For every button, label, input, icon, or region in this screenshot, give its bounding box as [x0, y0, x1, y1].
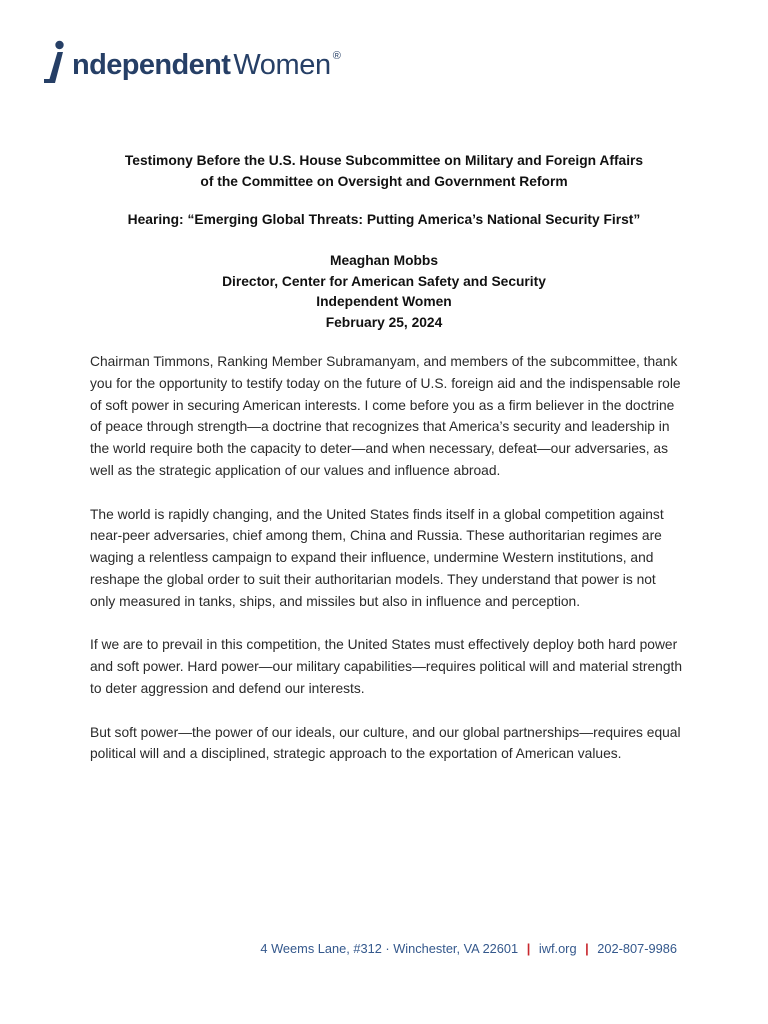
body-paragraph-1: Chairman Timmons, Ranking Member Subramanyam, and members of the subcommittee, thank you for the opportunity to testify today on the future of U.S. foreign aid and the indispensable role of soft power in securing American interests. I come before you as a firm believer in the doctrine of peace through strength—a doctrine that recognizes that America’s security and leadership in the world require both the capacity to deter—and when necessary, defeat—our adversaries, as well as the strategic application of our values and influence abroad.	[90, 354, 681, 478]
page-footer	[0, 941, 677, 956]
witness-organization: Independent Women	[316, 294, 452, 309]
body-paragraph-4: But soft power—the power of our ideals, our culture, and our global partnerships—requires equal political will and a disciplined, strategic approach to the exportation of American values.	[90, 724, 681, 762]
logo-wordmark-light: Women	[233, 49, 331, 81]
body-paragraph-2: The world is rapidly changing, and the United States finds itself in a global competition against near-peer adversaries, chief among them, China and Russia. These authoritarian regimes are waging a relentless campaign to expand their influence, undermine Western institutions, and reshape the global order to suit their authoritarian models. They understand that power is not only measured in tanks, ships, and missiles but also in influence and perception.	[90, 506, 664, 609]
testimony-body	[90, 351, 682, 787]
testimony-line-2: of the Committee on Oversight and Government Reform	[200, 173, 568, 189]
footer-website-link[interactable]: iwf.org	[538, 941, 577, 956]
body-paragraph-3: If we are to prevail in this competition, the United States must effectively deploy both hard power and soft power. Hard power—our military capabilities—requires political will and material strength to deter aggression and defend our interests.	[90, 637, 682, 696]
witness-block	[60, 251, 708, 333]
footer-separator-2: |	[585, 941, 589, 956]
footer-separator-1: |	[526, 941, 531, 956]
hearing-title-text: Hearing: “Emerging Global Threats: Putting America’s National Security First”	[127, 212, 641, 227]
witness-name: Meaghan Mobbs	[329, 253, 439, 268]
testimony-heading	[60, 151, 708, 192]
logo-registered-mark: ®	[332, 50, 341, 62]
footer-address: 4 Weems Lane, #312 · Winchester, VA 22601	[260, 941, 519, 956]
testimony-date: February 25, 2024	[325, 314, 443, 330]
independent-women-logo	[40, 31, 341, 85]
footer-phone: 202-807-9986	[597, 941, 677, 956]
logo-wordmark-bold: ndependent	[72, 49, 231, 81]
hearing-title	[60, 210, 708, 231]
witness-title: Director, Center for American Safety and Security	[222, 273, 546, 289]
logo-i-mark-icon	[40, 39, 70, 85]
testimony-line-1: Testimony Before the U.S. House Subcommittee on Military and Foreign Affairs	[124, 153, 644, 168]
